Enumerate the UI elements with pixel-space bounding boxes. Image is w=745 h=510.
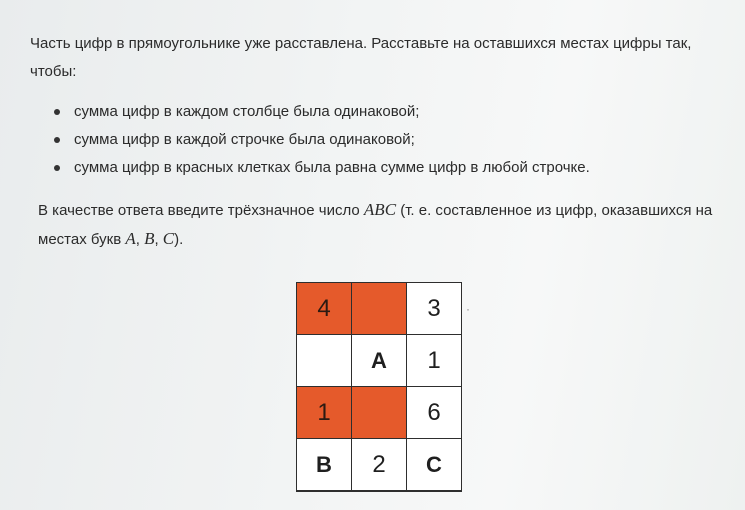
- grid-cell-r2-c3: 1: [407, 335, 461, 386]
- intro-paragraph: Часть цифр в прямоугольнике уже расставлена. Расставьте на оставшихся местах цифры так, чтобы:: [30, 35, 692, 80]
- grid-cell-r2-c2: A: [352, 335, 406, 386]
- grid-cell-r2-c1: [297, 335, 351, 386]
- grid-cell-r1-c2: [352, 283, 406, 334]
- grid-cell-r1-c1: 4: [297, 283, 351, 334]
- abc-symbol: ABC: [363, 200, 397, 219]
- stray-mark-icon: ·: [466, 302, 470, 316]
- grid-cell-r4-c2: 2: [352, 439, 406, 490]
- condition-text: сумма цифр в каждой строчке была одинаковой;: [74, 131, 415, 148]
- answer-text-middle: (т. е. составленное из цифр, оказавшихся на местах букв: [38, 202, 713, 248]
- symbol-c: C: [162, 229, 175, 248]
- answer-instruction: В качестве ответа введите трёхзначное число ABC (т. е. составленное из цифр, оказавшихся на местах букв A, B, C).: [38, 200, 713, 248]
- condition-text: сумма цифр в красных клетках была равна сумме цифр в любой строчке.: [74, 159, 590, 176]
- condition-item: [54, 154, 720, 182]
- grid-cell-r4-c1: B: [297, 439, 351, 490]
- condition-item: [54, 126, 720, 154]
- condition-text: сумма цифр в каждом столбце была одинаковой;: [74, 103, 420, 120]
- grid-cell-r3-c1: 1: [297, 387, 351, 438]
- bullet-icon: [54, 165, 60, 171]
- answer-text-start: В качестве ответа введите трёхзначное число: [38, 202, 364, 219]
- symbol-a: A: [125, 229, 136, 248]
- answer-text-end: ).: [174, 231, 184, 248]
- problem-text: [30, 30, 720, 254]
- number-grid: [296, 282, 462, 492]
- bullet-icon: [54, 109, 60, 115]
- grid-cell-r3-c2: [352, 387, 406, 438]
- condition-item: [54, 98, 720, 126]
- bullet-icon: [54, 137, 60, 143]
- grid-cell-r1-c3: 3: [407, 283, 461, 334]
- grid-cell-r4-c3: C: [407, 439, 461, 490]
- conditions-list: [54, 98, 720, 182]
- grid-cell-r3-c3: 6: [407, 387, 461, 438]
- symbol-b: B: [144, 229, 155, 248]
